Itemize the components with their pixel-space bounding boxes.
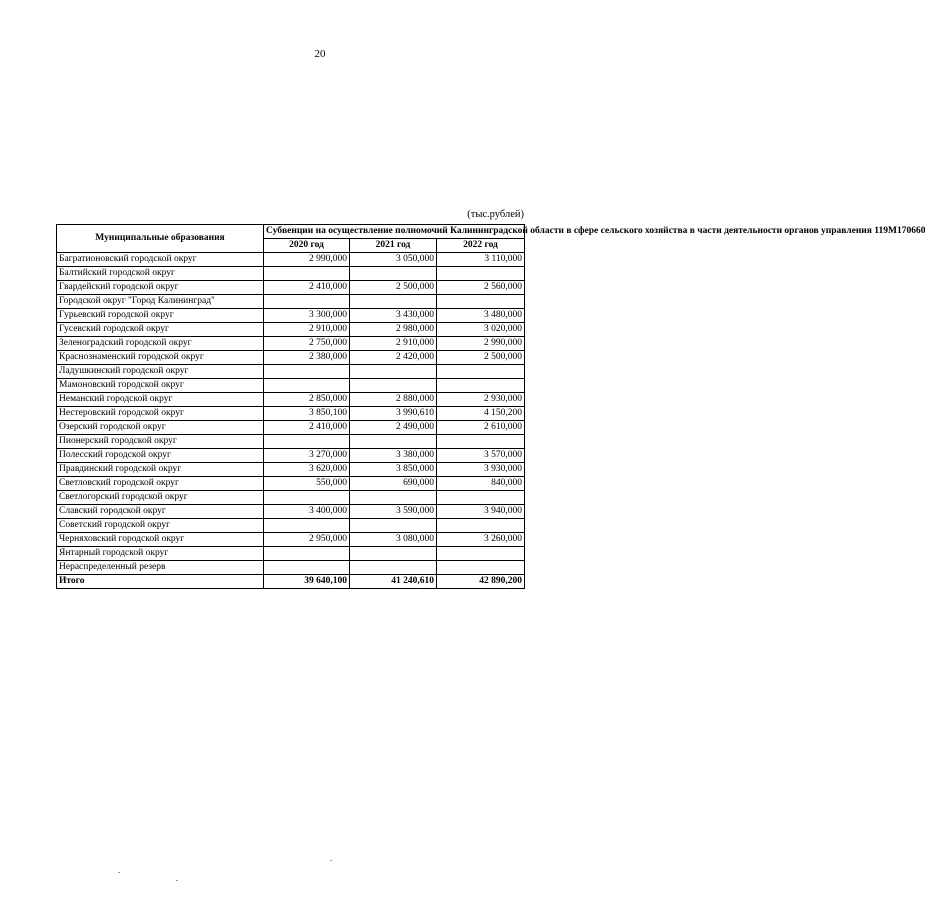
value-2022: 3 930,000 xyxy=(437,463,525,477)
value-2020 xyxy=(264,519,350,533)
table-row xyxy=(57,407,525,421)
subsidy-table xyxy=(56,224,926,589)
value-2020: 3 270,000 xyxy=(264,449,350,463)
row-name: Гурьевский городской округ xyxy=(57,309,264,323)
value-2022: 3 480,000 xyxy=(437,309,525,323)
row-name: Гусевский городской округ xyxy=(57,323,264,337)
value-2020: 2 950,000 xyxy=(264,533,350,547)
table-row xyxy=(57,253,525,267)
total-2021: 41 240,610 xyxy=(350,575,437,589)
table-row xyxy=(57,463,525,477)
value-2022: 3 940,000 xyxy=(437,505,525,519)
value-2021: 2 980,000 xyxy=(350,323,437,337)
scan-speck xyxy=(118,872,120,873)
value-2020 xyxy=(264,491,350,505)
value-2021: 2 490,000 xyxy=(350,421,437,435)
row-name: Мамоновский городской округ xyxy=(57,379,264,393)
value-2022 xyxy=(437,561,525,575)
value-2021: 2 880,000 xyxy=(350,393,437,407)
table-row xyxy=(57,505,525,519)
table-row xyxy=(57,309,525,323)
value-2021 xyxy=(350,379,437,393)
value-2020 xyxy=(264,379,350,393)
value-2021: 3 430,000 xyxy=(350,309,437,323)
table-body xyxy=(57,253,525,575)
value-2020: 2 990,000 xyxy=(264,253,350,267)
value-2020 xyxy=(264,295,350,309)
row-name: Черняховский городской округ xyxy=(57,533,264,547)
table-row xyxy=(57,351,525,365)
value-2020: 3 620,000 xyxy=(264,463,350,477)
table-row xyxy=(57,267,525,281)
row-name: Краснознаменский городской округ xyxy=(57,351,264,365)
row-name: Нестеровский городской округ xyxy=(57,407,264,421)
value-2022 xyxy=(437,547,525,561)
row-name: Балтийский городской округ xyxy=(57,267,264,281)
value-2021: 3 050,000 xyxy=(350,253,437,267)
table-row xyxy=(57,435,525,449)
value-2022: 2 930,000 xyxy=(437,393,525,407)
value-2021: 3 990,610 xyxy=(350,407,437,421)
value-2022 xyxy=(437,491,525,505)
value-2021 xyxy=(350,267,437,281)
value-2020: 3 300,000 xyxy=(264,309,350,323)
row-name: Янтарный городской округ xyxy=(57,547,264,561)
table-row xyxy=(57,295,525,309)
value-2020: 2 910,000 xyxy=(264,323,350,337)
value-2020: 3 400,000 xyxy=(264,505,350,519)
row-name: Славский городской округ xyxy=(57,505,264,519)
year-header-2022: 2022 год xyxy=(437,239,525,253)
value-2020: 2 410,000 xyxy=(264,281,350,295)
row-header: Муниципальные образования xyxy=(57,225,264,253)
value-2020: 2 380,000 xyxy=(264,351,350,365)
value-2020: 2 750,000 xyxy=(264,337,350,351)
page-number: 20 xyxy=(314,48,326,60)
table-row xyxy=(57,421,525,435)
value-2022 xyxy=(437,379,525,393)
table-row xyxy=(57,281,525,295)
value-2020 xyxy=(264,547,350,561)
table-row xyxy=(57,477,525,491)
row-name: Советский городской округ xyxy=(57,519,264,533)
value-2021: 2 910,000 xyxy=(350,337,437,351)
value-2021: 690,000 xyxy=(350,477,437,491)
table-row xyxy=(57,393,525,407)
value-2022: 2 990,000 xyxy=(437,337,525,351)
value-2022: 3 110,000 xyxy=(437,253,525,267)
value-2020: 3 850,100 xyxy=(264,407,350,421)
table-row xyxy=(57,533,525,547)
value-2020 xyxy=(264,561,350,575)
total-label: Итого xyxy=(57,575,264,589)
value-2022 xyxy=(437,365,525,379)
table-row xyxy=(57,547,525,561)
value-2021: 3 080,000 xyxy=(350,533,437,547)
value-2021 xyxy=(350,295,437,309)
table-row xyxy=(57,449,525,463)
value-2020 xyxy=(264,365,350,379)
value-2020: 550,000 xyxy=(264,477,350,491)
total-2020: 39 640,100 xyxy=(264,575,350,589)
value-2022 xyxy=(437,519,525,533)
value-2021 xyxy=(350,491,437,505)
value-2021: 2 420,000 xyxy=(350,351,437,365)
table-row xyxy=(57,519,525,533)
row-name: Озерский городской округ xyxy=(57,421,264,435)
value-2021: 3 380,000 xyxy=(350,449,437,463)
scan-speck xyxy=(330,860,332,861)
table-row xyxy=(57,365,525,379)
value-2022 xyxy=(437,435,525,449)
table-row xyxy=(57,561,525,575)
value-2022: 840,000 xyxy=(437,477,525,491)
row-name: Неманский городской округ xyxy=(57,393,264,407)
column-group-header: Субвенции на осуществление полномочий Калининградской области в сфере сельского хозяйства в части деятельности органов управления 119М170660 xyxy=(264,225,525,239)
value-2022: 3 260,000 xyxy=(437,533,525,547)
value-2022: 3 570,000 xyxy=(437,449,525,463)
units-label: (тыс.рублей) xyxy=(467,209,524,220)
row-name: Светлогорский городской округ xyxy=(57,491,264,505)
value-2021: 3 590,000 xyxy=(350,505,437,519)
row-name: Городской округ "Город Калининград" xyxy=(57,295,264,309)
value-2021 xyxy=(350,561,437,575)
value-2022: 2 500,000 xyxy=(437,351,525,365)
table-row xyxy=(57,337,525,351)
value-2021 xyxy=(350,547,437,561)
value-2022: 2 610,000 xyxy=(437,421,525,435)
row-name: Светловский городской округ xyxy=(57,477,264,491)
total-2022: 42 890,200 xyxy=(437,575,525,589)
row-name: Багратионовский городской округ xyxy=(57,253,264,267)
row-name: Пионерский городской округ xyxy=(57,435,264,449)
value-2020: 2 410,000 xyxy=(264,421,350,435)
value-2022: 2 560,000 xyxy=(437,281,525,295)
value-2022: 4 150,200 xyxy=(437,407,525,421)
value-2022 xyxy=(437,295,525,309)
value-2021 xyxy=(350,365,437,379)
value-2021 xyxy=(350,519,437,533)
value-2021: 3 850,000 xyxy=(350,463,437,477)
row-name: Ладушкинский городской округ xyxy=(57,365,264,379)
row-name: Гвардейский городской округ xyxy=(57,281,264,295)
year-header-2020: 2020 год xyxy=(264,239,350,253)
row-name: Полесский городской округ xyxy=(57,449,264,463)
value-2021 xyxy=(350,435,437,449)
total-row xyxy=(57,575,525,589)
row-name: Зеленоградский городской округ xyxy=(57,337,264,351)
value-2020: 2 850,000 xyxy=(264,393,350,407)
value-2022: 3 020,000 xyxy=(437,323,525,337)
table-row xyxy=(57,323,525,337)
table-row xyxy=(57,491,525,505)
row-name: Правдинский городской округ xyxy=(57,463,264,477)
scan-speck xyxy=(176,880,178,881)
row-name: Нераспределенный резерв xyxy=(57,561,264,575)
value-2021: 2 500,000 xyxy=(350,281,437,295)
year-header-2021: 2021 год xyxy=(350,239,437,253)
value-2022 xyxy=(437,267,525,281)
table-row xyxy=(57,379,525,393)
value-2020 xyxy=(264,267,350,281)
value-2020 xyxy=(264,435,350,449)
